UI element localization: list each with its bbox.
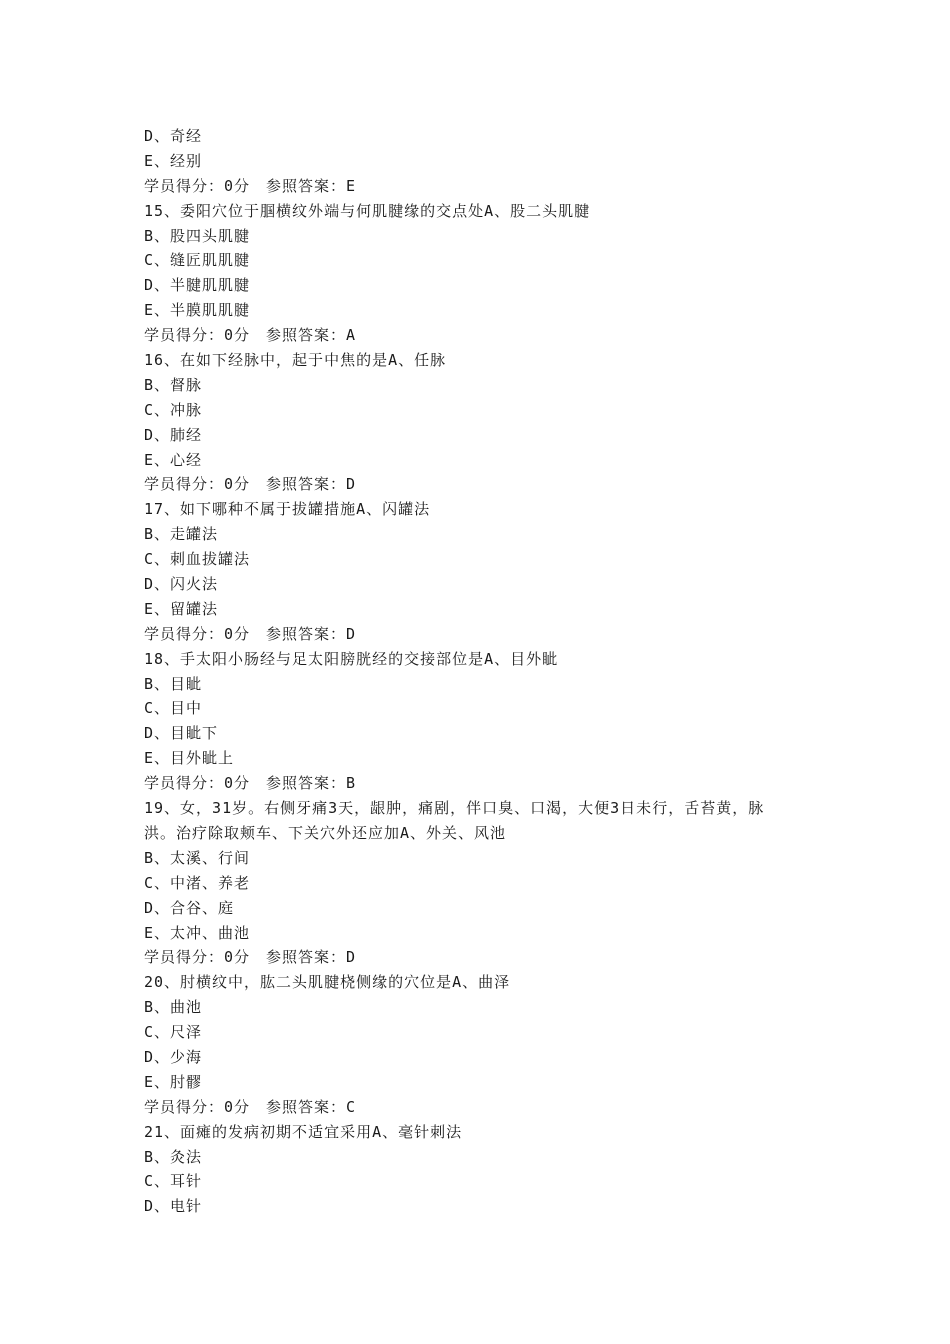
option-line: D、目眦下 <box>144 724 219 743</box>
option-line: B、目眦 <box>144 674 203 693</box>
option-line: C、尺泽 <box>144 1023 203 1042</box>
option-line: B、走罐法 <box>144 525 219 544</box>
score-line: 学员得分：0分 参照答案：D <box>144 475 357 494</box>
question-line: 21、面瘫的发病初期不适宜采用A、毫针刺法 <box>144 1122 463 1141</box>
question-line: 17、如下哪种不属于拔罐措施A、闪罐法 <box>144 500 431 519</box>
question-line: 19、女，31岁。右侧牙痛3天，龈肿，痛剧，伴口臭、口渴，大便3日未行，舌苔黄，脉 <box>144 799 765 818</box>
option-line: E、半膜肌肌腱 <box>144 301 251 320</box>
option-line: D、合谷、庭 <box>144 898 235 917</box>
option-line: B、太溪、行间 <box>144 848 251 867</box>
option-line: D、肺经 <box>144 425 203 444</box>
option-line: B、股四头肌腱 <box>144 226 251 245</box>
option-line: C、刺血拔罐法 <box>144 550 251 569</box>
score-line: 学员得分：0分 参照答案：D <box>144 624 357 643</box>
option-line: E、心经 <box>144 450 203 469</box>
document-body <box>144 124 824 1219</box>
score-line: 学员得分：0分 参照答案：C <box>144 1097 357 1116</box>
option-line: B、督脉 <box>144 375 203 394</box>
option-line: D、电针 <box>144 1197 203 1216</box>
option-line: E、留罐法 <box>144 599 219 618</box>
score-line: 学员得分：0分 参照答案：D <box>144 948 357 967</box>
option-line: E、肘髎 <box>144 1072 203 1091</box>
text-line: E、经别 <box>144 151 203 170</box>
score-line: 学员得分：0分 参照答案：A <box>144 326 357 345</box>
option-line: D、少海 <box>144 1047 203 1066</box>
score-line: 学员得分：0分 参照答案：E <box>144 176 357 195</box>
question-line: 15、委阳穴位于腘横纹外端与何肌腱缘的交点处A、股二头肌腱 <box>144 201 591 220</box>
question-line: 16、在如下经脉中，起于中焦的是A、任脉 <box>144 351 447 370</box>
option-line: C、冲脉 <box>144 400 203 419</box>
option-line: D、闪火法 <box>144 575 219 594</box>
question-line: 18、手太阳小肠经与足太阳膀胱经的交接部位是A、目外眦 <box>144 649 559 668</box>
option-line: D、半腱肌肌腱 <box>144 276 251 295</box>
question-line-continued: 洪。治疗除取颊车、下关穴外还应加A、外关、风池 <box>144 823 507 842</box>
option-line: C、中渚、养老 <box>144 873 251 892</box>
option-line: E、目外眦上 <box>144 749 235 768</box>
score-line: 学员得分：0分 参照答案：B <box>144 774 357 793</box>
option-line: E、太冲、曲池 <box>144 923 251 942</box>
text-line: D、奇经 <box>144 127 203 145</box>
option-line: B、曲池 <box>144 998 203 1017</box>
question-line: 20、肘横纹中，肱二头肌腱桡侧缘的穴位是A、曲泽 <box>144 973 511 992</box>
option-line: C、目中 <box>144 699 203 718</box>
option-line: C、耳针 <box>144 1172 203 1191</box>
option-line: C、缝匠肌肌腱 <box>144 251 251 270</box>
option-line: B、灸法 <box>144 1147 203 1166</box>
